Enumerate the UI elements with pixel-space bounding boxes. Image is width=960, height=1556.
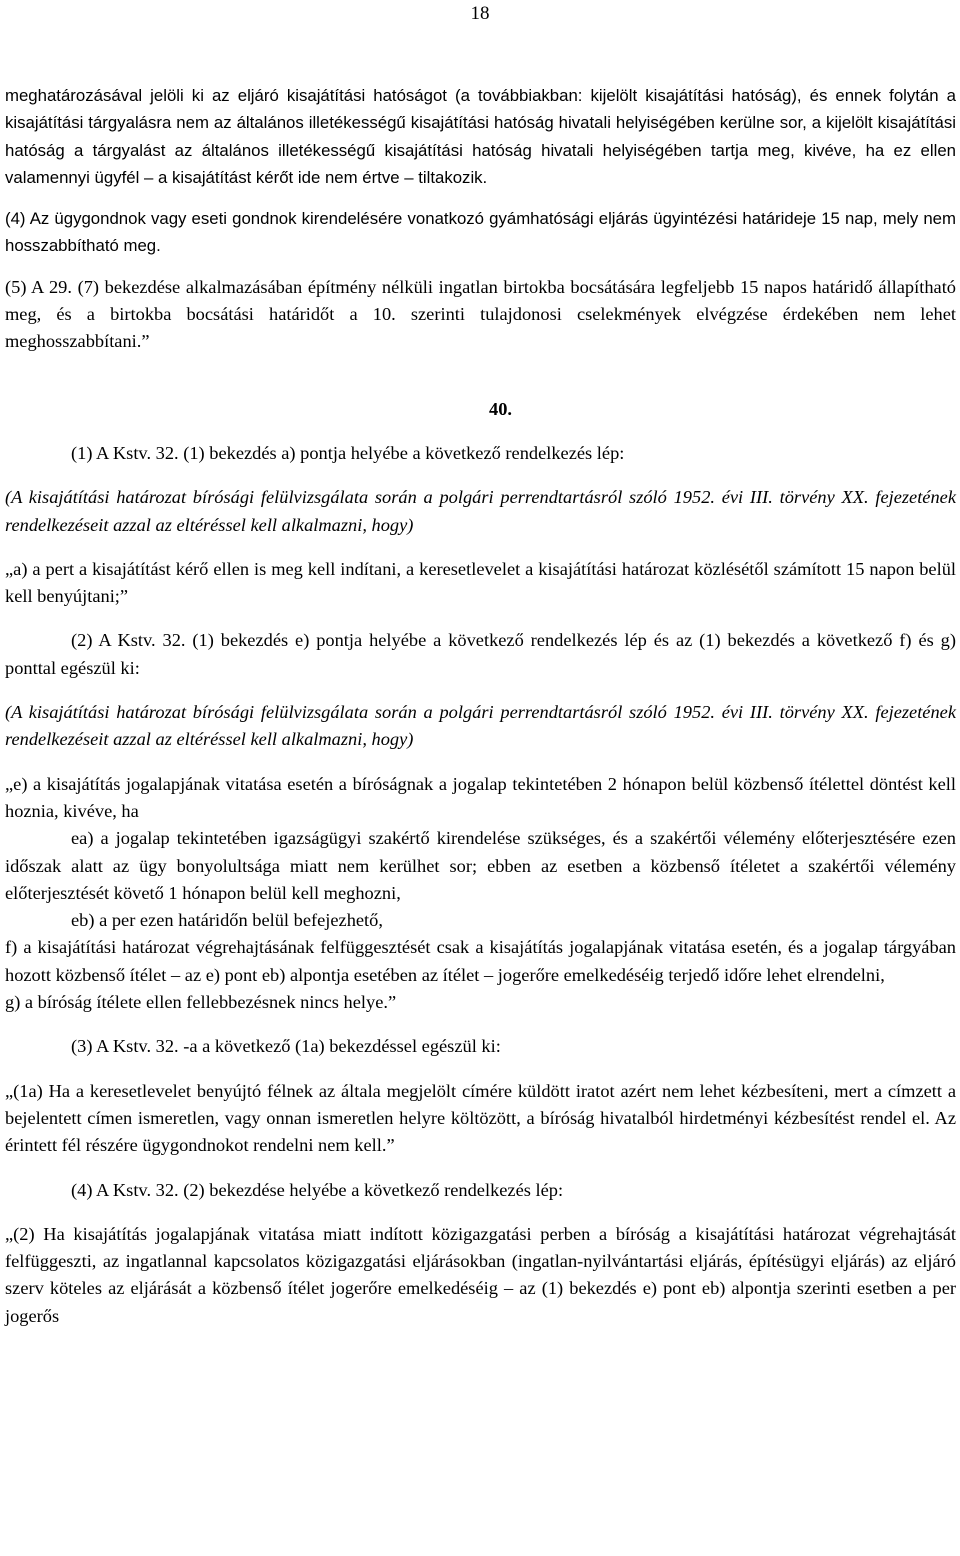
paragraph-16: (4) A Kstv. 32. (2) bekezdése helyébe a következő rendelkezés lép:	[71, 1179, 564, 1200]
section-title: 40.	[489, 398, 512, 419]
paragraph-12: f) a kisajátítási határozat végrehajtásának felfüggesztését csak a kisajátítás jogalapjának vitatása esetén, és a jogalap tárgyában hozott közbenső ítélet – az e) pont eb) alpontja esetében az ítélet – jogerőre emelkedéséig terjedő időre lehet elrendelni,	[5, 937, 956, 985]
paragraph-14: (3) A Kstv. 32. -a a következő (1a) bekezdéssel egészül ki:	[71, 1036, 501, 1057]
paragraph-8: (A kisajátítási határozat bírósági felülvizsgálata során a polgári perrendtartásról szóló 1952. évi III. törvény XX. fejezetének rendelkezéseit azzal az eltéréssel kell alkalmazni, hogy)	[5, 702, 956, 750]
paragraph-3: (5) A 29. (7) bekezdése alkalmazásában építmény nélküli ingatlan birtokba bocsátására legfeljebb 15 napos határidő állapítható meg, és a birtokba bocsátási határidőt a 10. szerinti tulajdonosi cselekmények elvégzése érdekében nem lehet meghosszabbítani.”	[5, 276, 956, 352]
paragraph-10: ea) a jogalap tekintetében igazságügyi szakértő kirendelése szükséges, és a szakértői vélemény előterjesztésére ezen időszak alatt az ügy bonyolultsága miatt nem kerülhet sor; ebben az esetben a közbenső ítéletet a szakértői vélemény előterjesztését követő 1 hónapon belül kell meghozni,	[5, 828, 956, 903]
paragraph-5: (A kisajátítási határozat bírósági felülvizsgálata során a polgári perrendtartásról szóló 1952. évi III. törvény XX. fejezetének rendelkezéseit azzal az eltéréssel kell alkalmazni, hogy)	[5, 487, 956, 535]
paragraph-11: eb) a per ezen határidőn belül befejezhető,	[71, 910, 383, 931]
paragraph-9: „e) a kisajátítás jogalapjának vitatása esetén a bíróságnak a jogalap tekintetében 2 hónapon belül közbenső ítélettel döntést kell hoznia, kivéve, ha	[5, 773, 956, 821]
paragraph-6: „a) a pert a kisajátítást kérő ellen is meg kell indítani, a keresetlevelet a kisajátítási határozat közlésétől számított 15 napon belül kell benyújtani;”	[5, 558, 956, 607]
paragraph-17: „(2) Ha kisajátítás jogalapjának vitatása miatt indított közigazgatási perben a bíróság a kisajátítási határozat végrehajtását felfüggeszti, az ingatlannal kapcsolatos közigazgatási eljárásokban (ingatlan-nyilvántartási eljárás, építésügyi eljárás) az eljáró szerv köteles az eljárását a közbenső ítélet jogerőre emelkedéséig – az (1) bekezdés e) pont eb) alpontja szerinti esetben a per jogerős	[5, 1223, 956, 1326]
page-number: 18	[470, 3, 490, 24]
document-body	[5, 82, 956, 1330]
paragraph-15: „(1a) Ha a keresetlevelet benyújtó félnek az általa megjelölt címére küldött iratot azért nem lehet kézbesíteni, mert a címzett a bejelentett címen ismeretlen, vagy onnan ismeretlen helyre költözött, a bíróság hivatalból hirdetményi kézbesítést rendel el. Az érintett fél részére ügygondnokot rendelni nem kell.”	[5, 1080, 956, 1156]
paragraph-2: (4) Az ügygondnok vagy eseti gondnok kirendelésére vonatkozó gyámhatósági eljárás ügyintézési határideje 15 nap, mely nem hosszabbítható meg.	[5, 209, 956, 256]
paragraph-1: meghatározásával jelöli ki az eljáró kisajátítási hatóságot (a továbbiakban: kijelölt kisajátítási hatóság), és ennek folytán a kisajátítási tárgyalásra nem az általános illetékességű kisajátítási hatóság hivatali helyiségében kerülne sor, a kijelölt kisajátítási hatóság a tárgyalást az általános illetékességű kisajátítási hatóság hivatali helyiségében tartja meg, kivéve, ha ez ellen valamennyi ügyfél – a kisajátítást kérőt ide nem értve – tiltakozik.	[5, 86, 956, 187]
paragraph-13: g) a bíróság ítélete ellen fellebbezésnek nincs helye.”	[5, 992, 397, 1013]
paragraph-4: (1) A Kstv. 32. (1) bekezdés a) pontja helyébe a következő rendelkezés lép:	[71, 442, 625, 463]
paragraph-7: (2) A Kstv. 32. (1) bekezdés e) pontja helyébe a következő rendelkezés lép és az (1) bekezdés a következő f) és g) ponttal egészül ki:	[5, 630, 956, 678]
